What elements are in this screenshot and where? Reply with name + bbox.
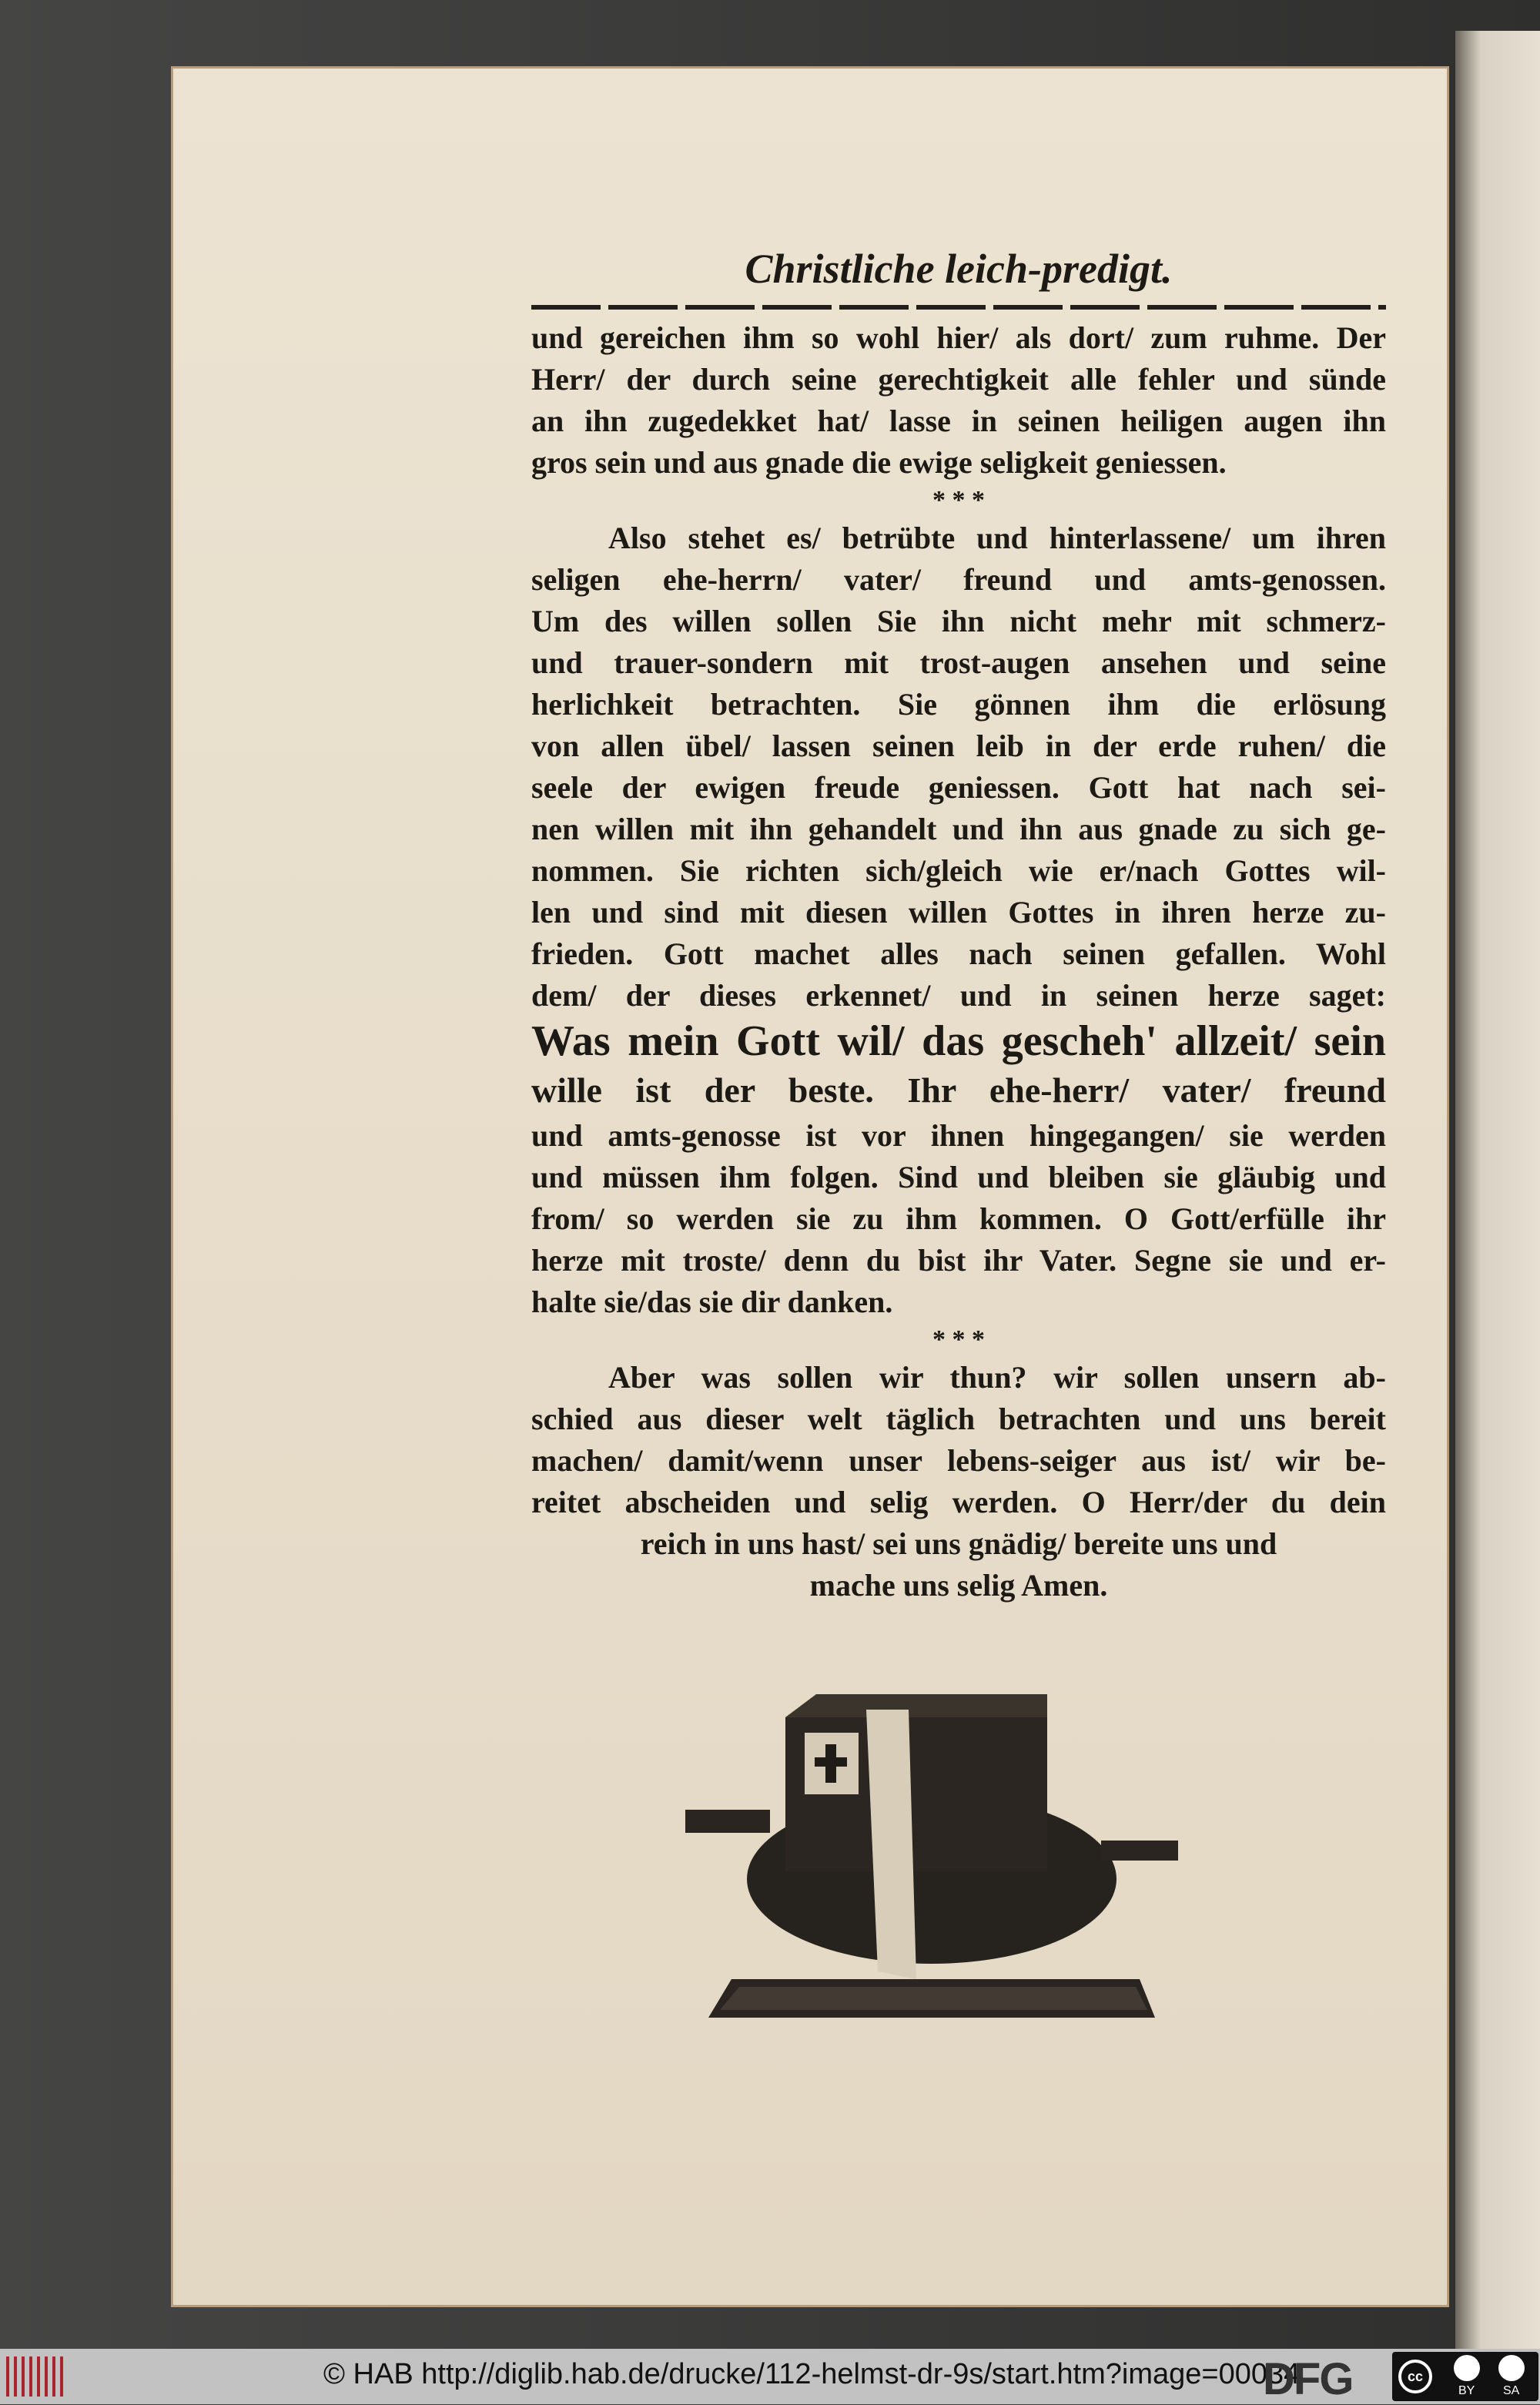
text-line: und trauer-sondern mit trost-augen ansehen und seine xyxy=(531,645,1386,680)
adjacent-page-edge xyxy=(1455,31,1540,2349)
paragraph-1 xyxy=(531,317,1386,484)
title-rule xyxy=(531,305,1386,310)
text-line: machen/ damit/wenn unser lebens-seiger aus ist/ wir be- xyxy=(531,1443,1386,1478)
text-line: reich in uns hast/ sei uns gnädig/ bereite uns und xyxy=(640,1526,1277,1561)
text-line: an ihn zugedekket hat/ lasse in seinen heiligen augen ihn xyxy=(531,404,1386,438)
text-line: Herr/ der durch seine gerechtigkeit alle fehler und sünde xyxy=(531,362,1386,397)
text-line: from/ so werden sie zu ihm kommen. O Gott/erfülle ihr xyxy=(531,1201,1386,1236)
paragraph-2 xyxy=(531,518,1386,1323)
text-line: halte sie/das sie dir danken. xyxy=(531,1285,893,1319)
license-by-label: BY xyxy=(1458,2384,1475,2397)
text-line: Um des willen sollen Sie ihn nicht mehr mit schmerz- xyxy=(531,604,1386,638)
cc-icon: cc xyxy=(1398,2360,1432,2393)
text-line: schied aus dieser welt täglich betrachten und uns bereit xyxy=(531,1402,1386,1436)
hab-logo xyxy=(6,2356,68,2397)
text-line: nommen. Sie richten sich/gleich wie er/nach Gottes wil- xyxy=(531,853,1386,888)
text-line: und gereichen ihm so wohl hier/ als dort/ zum ruhme. Der xyxy=(531,320,1386,355)
asterism: * * * xyxy=(932,486,985,514)
text-line: seele der ewigen freude geniessen. Gott hat nach sei- xyxy=(531,770,1386,805)
text-line: herlichkeit betrachten. Sie gönnen ihm die erlösung xyxy=(531,687,1386,722)
text-line: Also stehet es/ betrübte und hinterlassene/ um ihren xyxy=(608,521,1386,555)
text-line: seligen ehe-herrn/ vater/ freund und amts-genossen. xyxy=(531,562,1386,597)
text-line: nen willen mit ihn gehandelt und ihn aus gnade zu sich ge- xyxy=(531,812,1386,846)
text-line: und müssen ihm folgen. Sind und bleiben sie gläubig und xyxy=(531,1160,1386,1194)
source-url[interactable]: © HAB http://diglib.hab.de/drucke/112-helmst-dr-9s/start.htm?image=00034 xyxy=(323,2358,1301,2390)
page-body xyxy=(531,317,1386,1606)
text-line: dem/ der dieses erkennet/ und in seinen herze saget: xyxy=(531,978,1386,1013)
text-line: mache uns selig Amen. xyxy=(809,1568,1108,1603)
text-line: von allen übel/ lassen seinen leib in der erde ruhen/ die xyxy=(531,729,1386,763)
running-title: Christliche leich-predigt. xyxy=(745,246,1173,292)
footer-bar xyxy=(0,2349,1540,2404)
text-line: len und sind mit diesen willen Gottes in ihren herze zu- xyxy=(531,895,1386,930)
text-line: reitet abscheiden und selig werden. O Herr/der du dein xyxy=(531,1485,1386,1519)
sa-icon xyxy=(1498,2355,1525,2381)
text-line-emphasis: Was mein Gott wil/ das gescheh' allzeit/ sein xyxy=(531,1017,1386,1065)
cc-license-badge[interactable] xyxy=(1392,2352,1538,2401)
by-icon xyxy=(1454,2355,1480,2381)
text-line: und amts-genosse ist vor ihnen hingegangen/ sie werden xyxy=(531,1118,1386,1153)
text-line: herze mit troste/ denn du bist ihr Vater. Segne sie und er- xyxy=(531,1243,1386,1278)
text-line: Aber was sollen wir thun? wir sollen unsern ab- xyxy=(608,1360,1386,1395)
woodcut-coffin-illustration xyxy=(685,1694,1178,2056)
asterism: * * * xyxy=(932,1325,985,1354)
text-line: frieden. Gott machet alles nach seinen gefallen. Wohl xyxy=(531,936,1386,971)
dfg-logo: DFG xyxy=(1263,2354,1353,2404)
text-line: gros sein und aus gnade die ewige seligkeit geniessen. xyxy=(531,445,1227,480)
license-sa-label: SA xyxy=(1503,2384,1520,2397)
paragraph-3 xyxy=(531,1357,1386,1606)
text-line-emphasis: wille ist der beste. Ihr ehe-herr/ vater/ freund xyxy=(531,1070,1386,1110)
